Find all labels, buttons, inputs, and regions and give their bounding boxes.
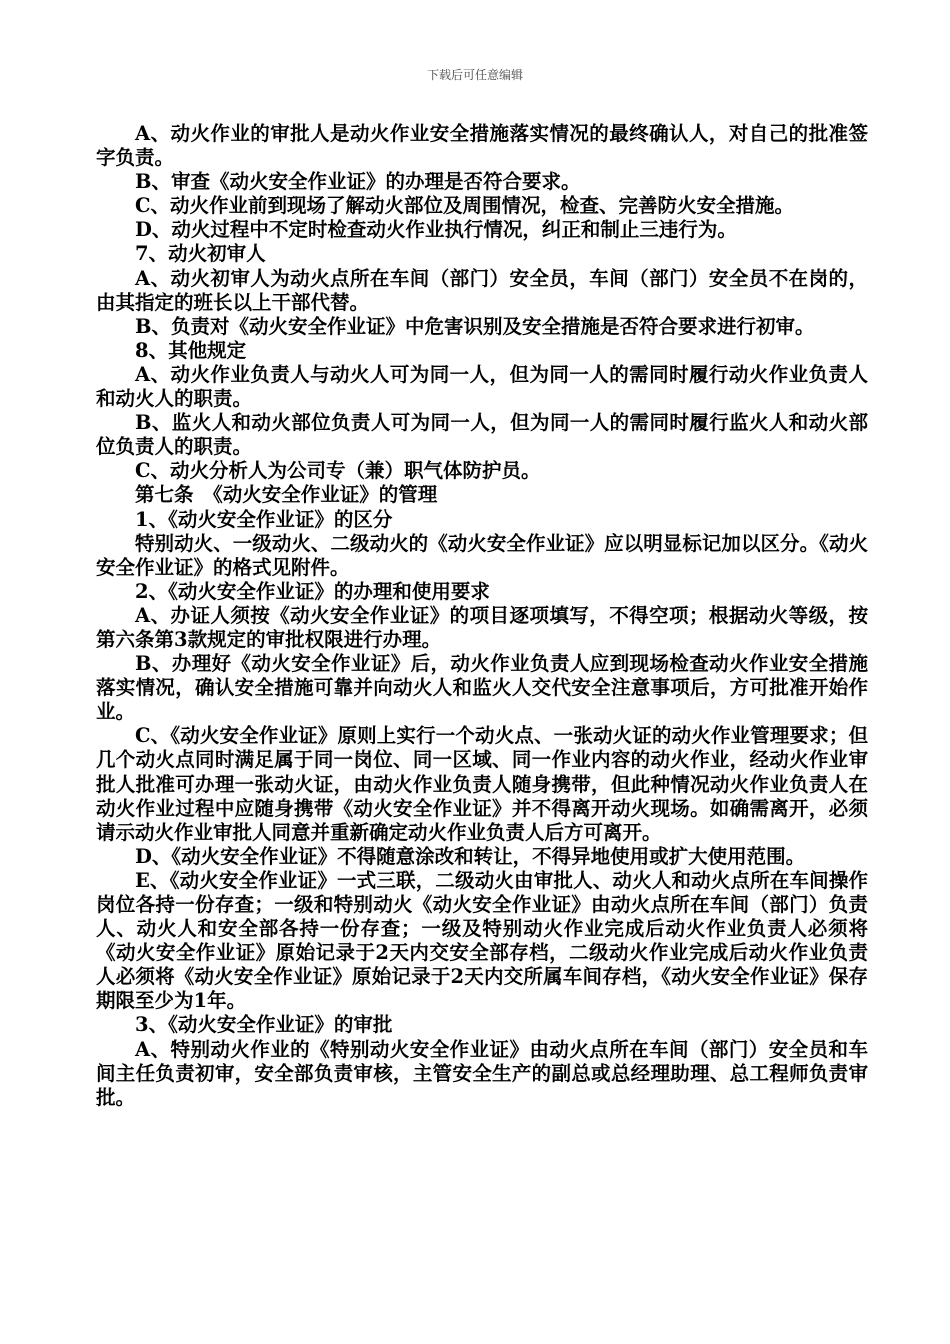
paragraph-distinction: 特别动火、一级动火、二级动火的《动火安全作业证》应以明显标记加以区分。《动火安全作业证》的格式见附件。 bbox=[96, 531, 868, 579]
paragraph-usage-b: B、办理好《动火安全作业证》后，动火作业负责人应到现场检查动火作业安全措施落实情况，确认安全措施可靠并向动火人和监火人交代安全注意事项后，方可批准开始作业。 bbox=[96, 652, 868, 724]
section-heading-usage: 2、《动火安全作业证》的办理和使用要求 bbox=[135, 579, 490, 603]
section-heading-initial-reviewer: 7、动火初审人 bbox=[135, 242, 266, 266]
paragraph-other-rules-a: A、动火作业负责人与动火人可为同一人，但为同一人的需同时履行动火作业负责人和动火人的职责。 bbox=[96, 362, 868, 411]
document-body bbox=[96, 122, 868, 1110]
page-header-note: 下载后可任意编辑 bbox=[426, 68, 523, 82]
paragraph-other-rules-b: B、监火人和动火部位负责人可为同一人，但为同一人的需同时履行监火人和动火部位负责人的职责。 bbox=[96, 411, 868, 459]
paragraph-usage-a: A、办证人须按《动火安全作业证》的项目逐项填写，不得空项；根据动火等级，按第六条第3款规定的审批权限进行办理。 bbox=[96, 603, 868, 651]
paragraph-initial-reviewer-b: B、负责对《动火安全作业证》中危害识别及安全措施是否符合要求进行初审。 bbox=[135, 314, 815, 338]
paragraph-approver-d: D、动火过程中不定时检查动火作业执行情况，纠正和制止三违行为。 bbox=[135, 218, 737, 242]
paragraph-usage-c: C、《动火安全作业证》原则上实行一个动火点、一张动火证的动火作业管理要求；但几个动火点同时满足属于同一岗位、同一区域、同一作业内容的动火作业，经动火作业审批人批准可办理一张动火证，由动火作业负责人随身携带，但此种情况动火作业负责人在动火作业过程中应随身携带《动火安全作业证》并不得离开动火现场。如确需离开，必须请示动火作业审批人同意并重新确定动火作业负责人后方可离开。 bbox=[96, 724, 868, 844]
section-heading-approval: 3、《动火安全作业证》的审批 bbox=[135, 1013, 393, 1037]
paragraph-approver-c: C、动火作业前到现场了解动火部位及周围情况，检查、完善防火安全措施。 bbox=[135, 194, 795, 218]
paragraph-other-rules-c: C、动火分析人为公司专（兼）职气体防护员。 bbox=[135, 459, 541, 483]
paragraph-initial-reviewer-a: A、动火初审人为动火点所在车间（部门）安全员，车间（部门）安全员不在岗的，由其指定的班长以上干部代替。 bbox=[96, 266, 868, 314]
section-heading-distinction: 1、《动火安全作业证》的区分 bbox=[135, 507, 393, 531]
section-heading-other-rules: 8、其他规定 bbox=[135, 338, 247, 362]
paragraph-approval-a: A、特别动火作业的《特别动火安全作业证》由动火点所在车间（部门）安全员和车间主任负责初审，安全部负责审核，主管安全生产的副总或总经理助理、总工程师负责审批。 bbox=[96, 1037, 868, 1109]
paragraph-usage-e: E、《动火安全作业证》一式三联，二级动火由审批人、动火人和动火点所在车间操作岗位各持一份存查；一级和特别动火《动火安全作业证》由动火点所在车间（部门）负责人、动火人和安全部各持一份存查；一级及特别动火作业完成后动火作业负责人必须将《动火安全作业证》原始记录于2天内交安全部存档，二级动火作业完成后动火作业负责人必须将《动火安全作业证》原始记录于2天内交所属车间存档，《动火安全作业证》保存期限至少为1年。 bbox=[96, 868, 868, 1013]
paragraph-approver-a: A、动火作业的审批人是动火作业安全措施落实情况的最终确认人，对自己的批准签字负责。 bbox=[96, 122, 868, 170]
paragraph-approver-b: B、审查《动火安全作业证》的办理是否符合要求。 bbox=[135, 170, 581, 194]
article-heading-seven: 第七条 《动火安全作业证》的管理 bbox=[135, 483, 438, 507]
paragraph-usage-d: D、《动火安全作业证》不得随意涂改和转让，不得异地使用或扩大使用范围。 bbox=[135, 844, 806, 868]
